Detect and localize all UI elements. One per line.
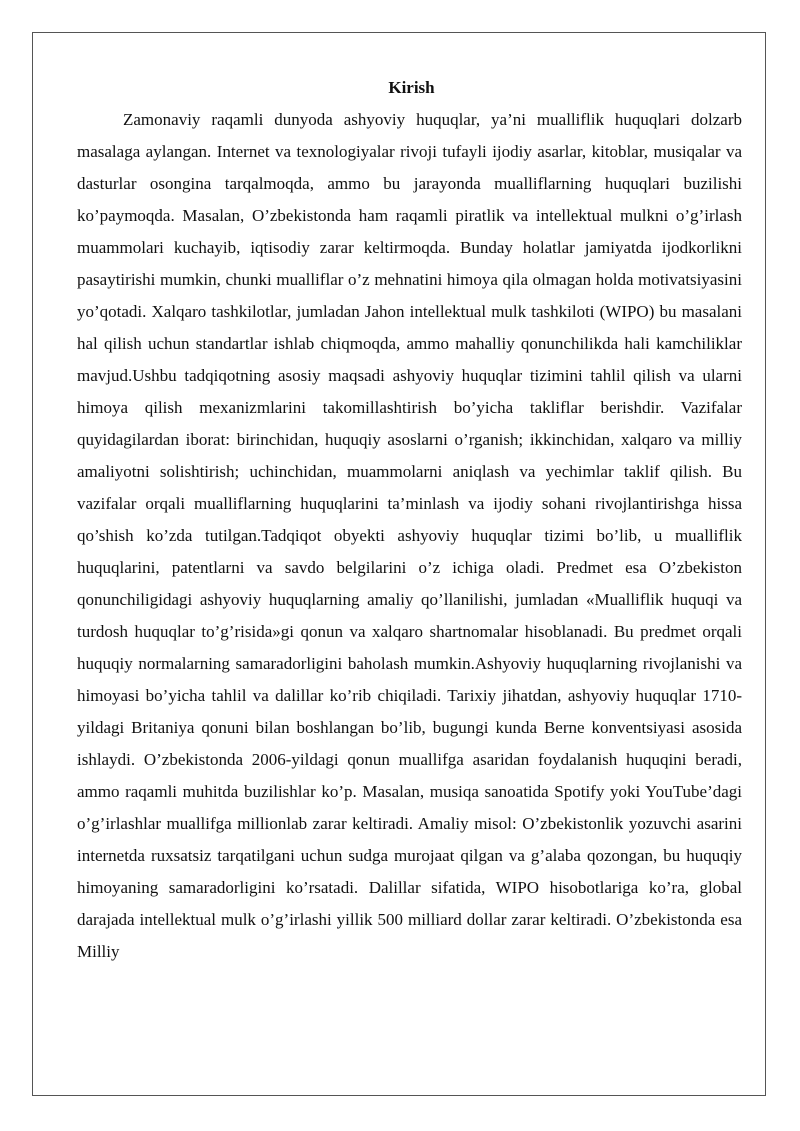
document-title: Kirish [388, 78, 435, 97]
document-body [77, 72, 742, 968]
body-paragraph: Zamonaviy raqamli dunyoda ashyoviy huquqlar, ya’ni mualliflik huquqlari dolzarb masalaga aylangan. Internet va texnologiyalar rivoji tufayli ijodiy asarlar, kitoblar, musiqalar va dasturlar osongina tarqalmoqda, ammo bu jarayonda mualliflarning huquqlari buzilishi ko’paymoqda. Masalan, O’zbekistonda ham raqamli piratlik va intellektual mulkni o’g’irlash muammolari kuchayib, iqtisodiy zarar keltirmoqda. Bunday holatlar jamiyatda ijodkorlikni pasaytirishi mumkin, chunki mualliflar o’z mehnatini himoya qila olmagan holda motivatsiyasini yo’qotadi. Xalqaro tashkilotlar, jumladan Jahon intellektual mulk tashkiloti (WIPO) bu masalani hal qilish uchun standartlar ishlab chiqmoqda, ammo mahalliy qonunchilikda hali kamchiliklar mavjud.Ushbu tadqiqotning asosiy maqsadi ashyoviy huquqlar tizimini tahlil qilish va ularni himoya qilish mexanizmlarini takomillashtirish bo’yicha takliflar berishdir. Vazifalar quyidagilardan iborat: birinchidan, huquqiy asoslarni o’rganish; ikkinchidan, xalqaro va milliy amaliyotni solishtirish; uchinchidan, muammolarni aniqlash va yechimlar taklif qilish. Bu vazifalar orqali mualliflarning huquqlarini ta’minlash va ijodiy sohani rivojlantirishga hissa qo’shish ko’zda tutilgan.Tadqiqot obyekti ashyoviy huquqlar tizimi bo’lib, u mualliflik huquqlarini, patentlarni va savdo belgilarini o’z ichiga oladi. Predmet esa O’zbekiston qonunchiligidagi ashyoviy huquqlarning amaliy qo’llanilishi, jumladan «Mualliflik huquqi va turdosh huquqlar to’g’risida»gi qonun va xalqaro shartnomalar hisoblanadi. Bu predmet orqali huquqiy normalarning samaradorligini baholash mumkin.Ashyoviy huquqlarning rivojlanishi va himoyasi bo’yicha tahlil va dalillar ko’rib chiqiladi. Tarixiy jihatdan, ashyoviy huquqlar 1710-yildagi Britaniya qonuni bilan boshlangan bo’lib, bugungi kunda Berne konventsiyasi asosida ishlaydi. O’zbekistonda 2006-yildagi qonun muallifga asaridan foydalanish huquqini beradi, ammo raqamli muhitda buzilishlar ko’p. Masalan, musiqa sanoatida Spotify yoki YouTube’dagi o’g’irlashlar muallifga millionlab zarar keltiradi. Amaliy misol: O’zbekistonlik yozuvchi asarini internetda ruxsatsiz tarqatilgani uchun sudga murojaat qilgan va g’alaba qozongan, bu huquqiy himoyaning samaradorligini ko’rsatadi. Dalillar sifatida, WIPO hisobotlariga ko’ra, global darajada intellektual mulk o’g’irlashi yillik 500 milliard dollar zarar keltiradi. O’zbekistonda esa Milliy [77, 110, 742, 961]
